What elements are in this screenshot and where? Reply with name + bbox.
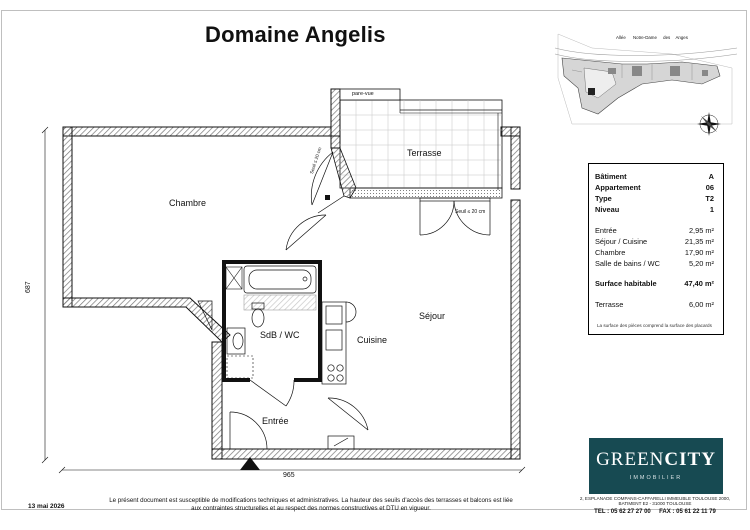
- location-map: [552, 28, 740, 144]
- bedroom-door: [286, 215, 326, 250]
- logo-name-thin: GREEN: [596, 449, 665, 470]
- info-value: 21,35 m²: [684, 237, 714, 246]
- info-label: Salle de bains / WC: [595, 259, 660, 268]
- info-row-salle-de-bains: [595, 259, 714, 269]
- seuil-terrasse-label: Seuil ≤ 20 cm: [455, 209, 486, 215]
- info-value: A: [708, 172, 714, 181]
- terrace: [331, 89, 502, 198]
- info-value: 47,40 m²: [684, 279, 714, 288]
- info-row-appartement: [595, 183, 714, 193]
- room-label-chambre: Chambre: [169, 198, 207, 208]
- bathroom-hatch: [244, 295, 316, 310]
- info-label: Appartement: [595, 183, 641, 192]
- pare-vue-label: pare-vue: [352, 91, 374, 97]
- info-row-entree: [595, 226, 714, 236]
- electric-panel: [328, 436, 354, 449]
- map-street-word: Anges: [675, 35, 688, 40]
- company-phone-fax: TEL : 05 62 27 27 00 FAX : 05 61 22 11 79: [594, 509, 716, 515]
- info-label: Séjour / Cuisine: [595, 237, 648, 246]
- disclaimer-text: Le présent document est susceptible de modifications techniques et administratives. La hauteur des seuils d'accès des terrasses et balcons est liée aux contraintes structurelles et au respect des normes constructives et DTU en vigueur.: [109, 497, 513, 512]
- seuil-door-label: Seuil ≤ 20 cm: [309, 146, 323, 175]
- info-value: 2,95 m²: [688, 226, 714, 235]
- logo-subtitle: IMMOBILIER: [629, 475, 683, 481]
- logo-name: [589, 449, 723, 471]
- logo-name-bold: CITY: [664, 449, 716, 470]
- info-label: Type: [595, 194, 612, 203]
- info-value: 1: [709, 205, 714, 214]
- page-title: Domaine Angelis: [205, 22, 386, 47]
- outer-walls: [63, 89, 520, 459]
- map-street-word: Allée: [616, 35, 626, 40]
- info-row-type: [595, 194, 714, 204]
- dimension-height: 687: [25, 281, 32, 293]
- room-label-terrasse: Terrasse: [407, 148, 442, 158]
- info-value: 6,00 m²: [688, 300, 714, 309]
- info-label: Chambre: [595, 248, 626, 257]
- bathroom-vent: [226, 267, 242, 289]
- info-value: 06: [705, 183, 714, 192]
- info-value: 17,90 m²: [684, 248, 714, 257]
- ll-box: [227, 356, 253, 378]
- info-label: Entrée: [595, 226, 617, 235]
- document-date: 13 mai 2026: [28, 503, 65, 510]
- info-row-niveau: [595, 205, 714, 215]
- map-street-label: [616, 35, 688, 40]
- room-label-entree: Entrée: [262, 416, 289, 426]
- room-label-sdb: SdB / WC: [260, 330, 300, 340]
- dimension-width: 965: [283, 472, 295, 479]
- company-address: 2, ESPLANADE COMPANS-CAFFARELLI IMMEUBLE TOULOUSE 2000, BATIMENT E2 - 31000 TOULOUSE: [579, 496, 731, 507]
- info-row-batiment: [595, 172, 714, 182]
- bathtub: [244, 266, 316, 293]
- room-label-cuisine: Cuisine: [357, 335, 388, 345]
- sejour-terrace-door: [420, 198, 490, 235]
- greencity-logo: [589, 438, 723, 494]
- bathroom-sink: [227, 328, 245, 354]
- bathroom-door: [250, 380, 294, 406]
- info-label: Bâtiment: [595, 172, 627, 181]
- info-label: Surface habitable: [595, 279, 657, 288]
- entry-door: [230, 398, 368, 449]
- info-value: 5,20 m²: [688, 259, 714, 268]
- info-label: Terrasse: [595, 300, 624, 309]
- map-street-word: Notre-Dame: [633, 35, 657, 40]
- surface-note: La surface des pièces comprend la surface des placards: [597, 323, 712, 328]
- info-label: Niveau: [595, 205, 620, 214]
- info-row-surface-habitable: [595, 279, 714, 289]
- map-street-word: des: [663, 35, 671, 40]
- room-label-sejour: Séjour: [419, 311, 446, 321]
- kitchen: [322, 302, 356, 384]
- info-row-sejour-cuisine: [595, 237, 714, 247]
- apartment-info-table: [588, 163, 724, 335]
- info-value: T2: [705, 194, 714, 203]
- info-row-terrasse: [595, 300, 714, 310]
- ll-label: LL: [229, 378, 235, 384]
- info-row-chambre: [595, 248, 714, 258]
